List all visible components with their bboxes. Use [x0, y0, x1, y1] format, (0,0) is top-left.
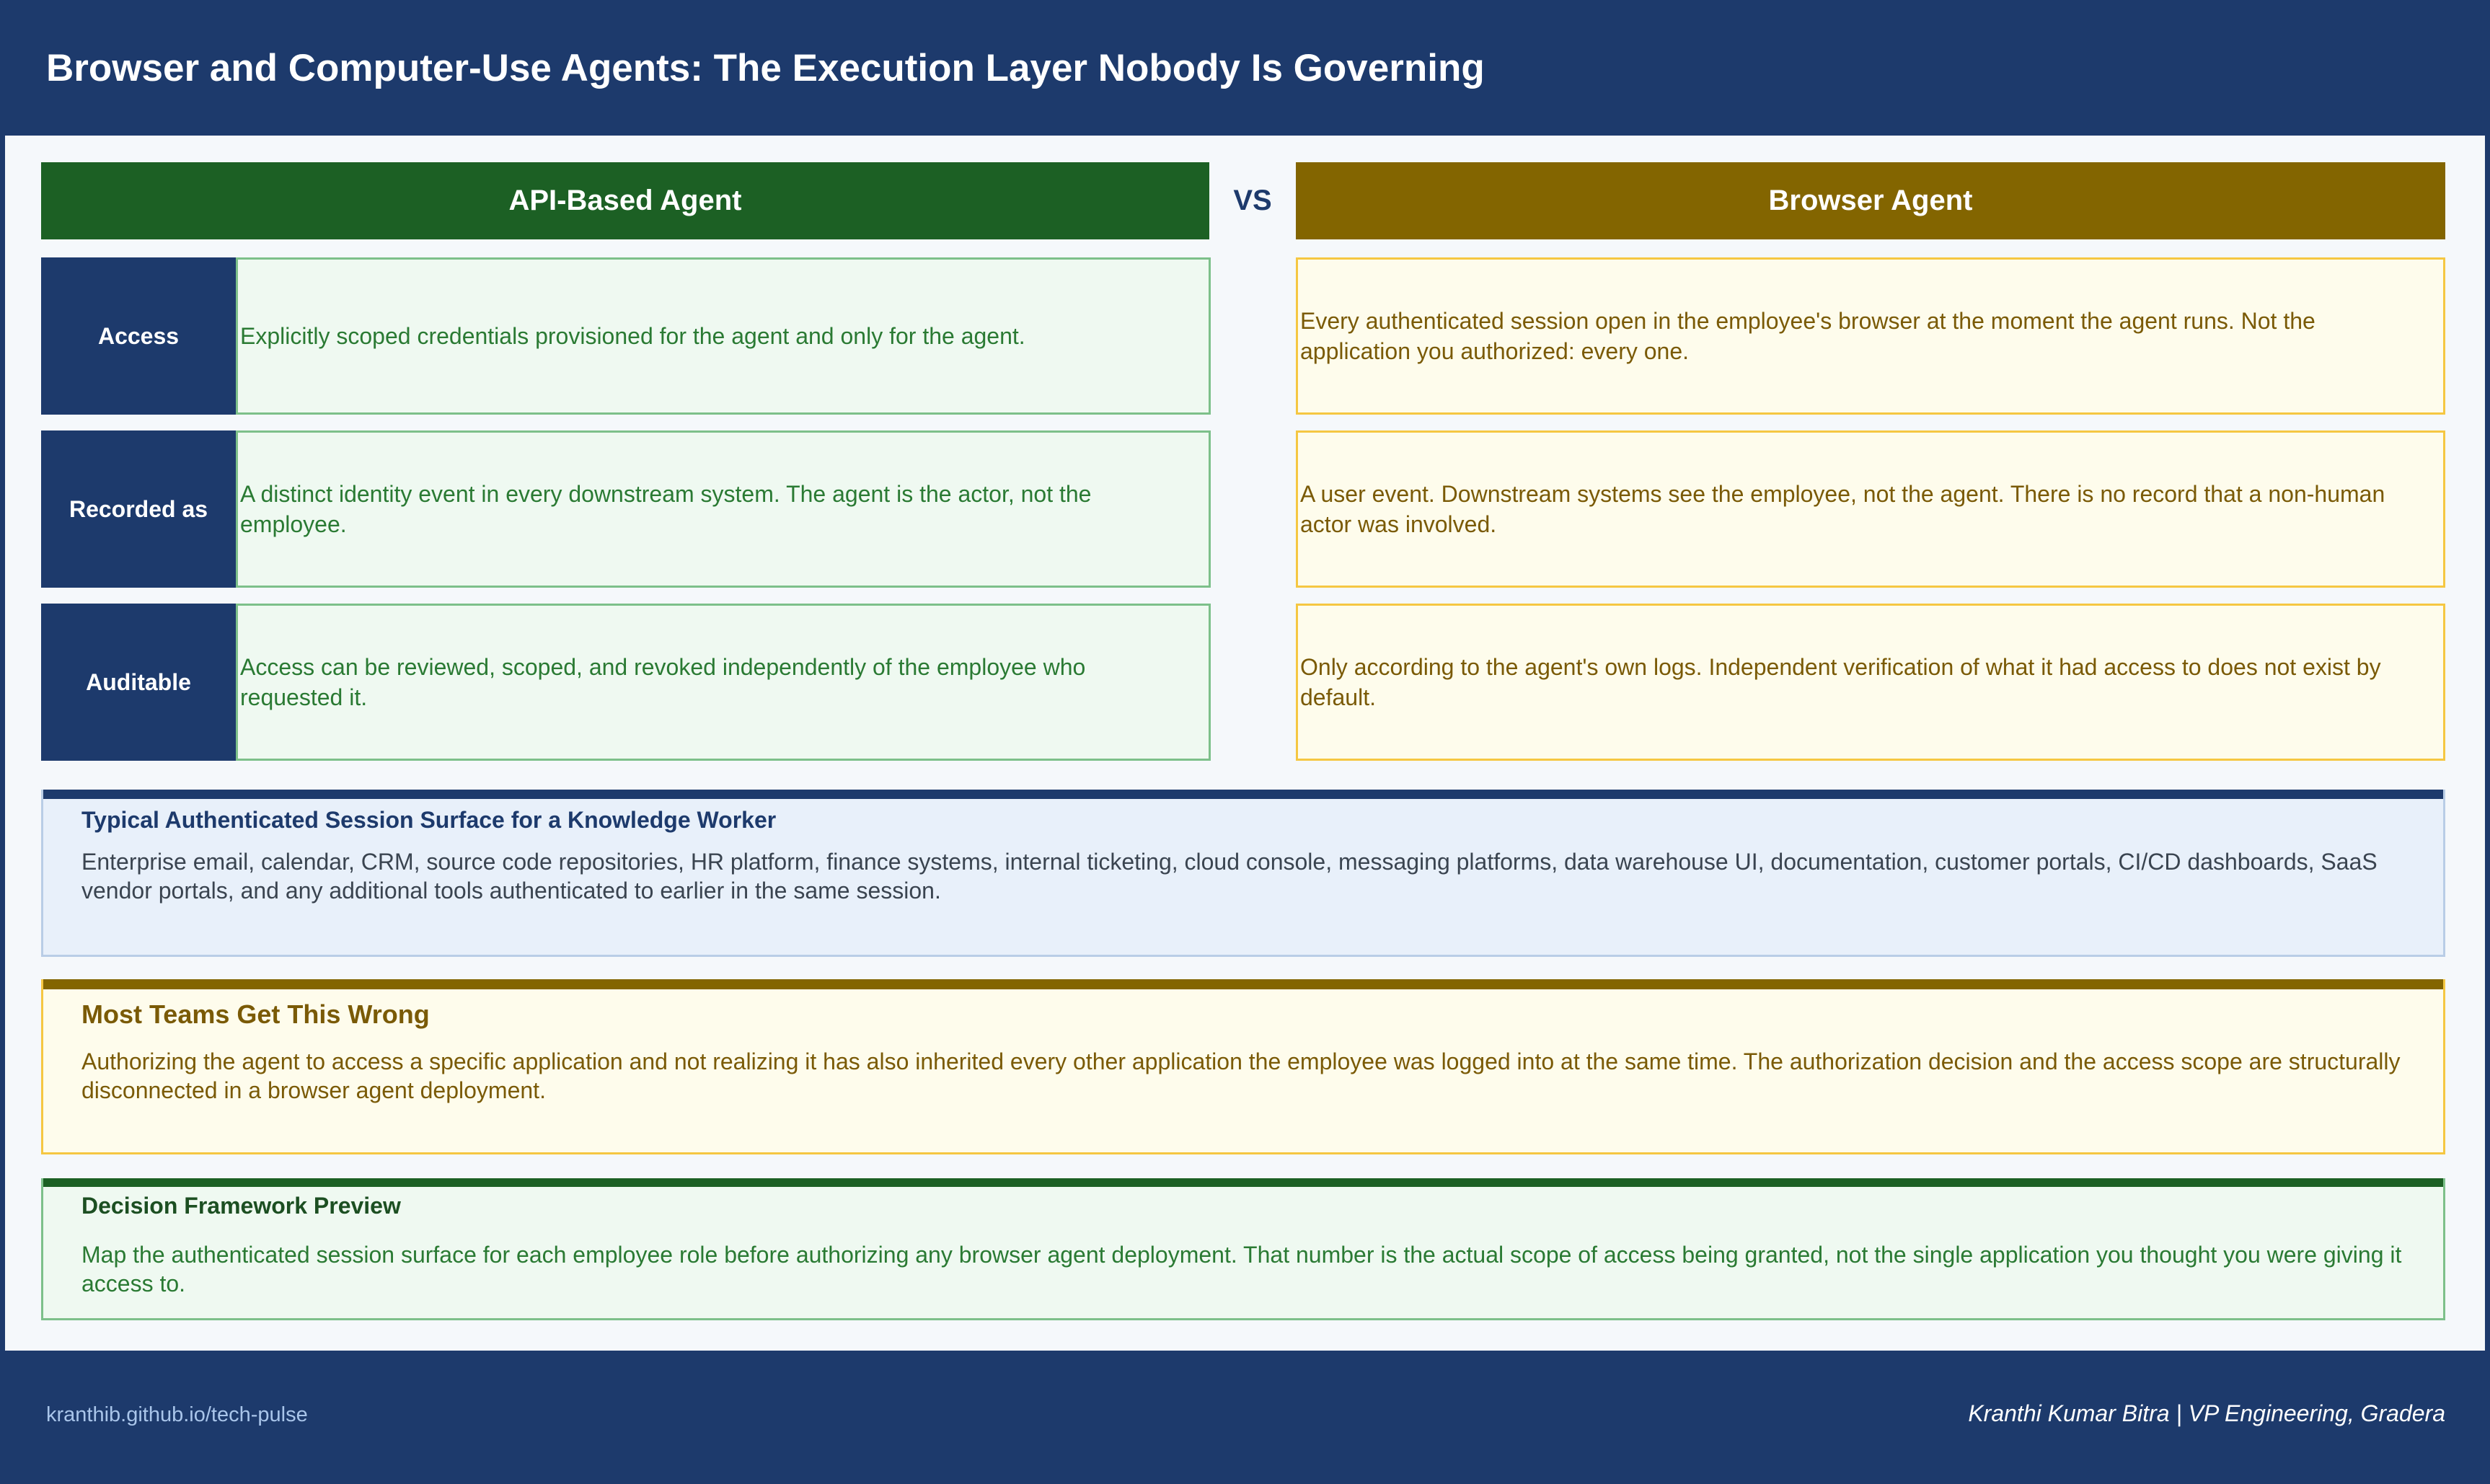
- browser-cell-text: A user event. Downstream systems see the employee, not the agent. There is no record that a non-human actor was involved.: [1300, 481, 2385, 537]
- browser-cell-text: Only according to the agent's own logs. Independent verification of what it had access to does not exist by default.: [1300, 654, 2381, 710]
- browser-cell-access: [1296, 257, 2445, 415]
- footer-author: Kranthi Kumar Bitra | VP Engineering, Gradera: [1968, 1400, 2445, 1426]
- api-cell-recorded-as: [236, 430, 1211, 588]
- session-surface-text: Enterprise email, calendar, CRM, source code repositories, HR platform, finance systems, internal ticketing, cloud console, messaging platforms, data warehouse UI, documentation, customer portals, CI/CD dashboards, SaaS vendor portals, and any additional tools authenticated to earlier in the same session.: [81, 849, 2378, 904]
- browser-cell-text: Every authenticated session open in the employee's browser at the moment the agent runs. Not the application you authorized: every one.: [1300, 308, 2315, 364]
- api-cell-auditable: [236, 604, 1211, 761]
- common-mistake-title: Most Teams Get This Wrong: [81, 999, 430, 1029]
- api-cell-text: Explicitly scoped credentials provisioned for the agent and only for the agent.: [240, 323, 1025, 349]
- page-title: Browser and Computer-Use Agents: The Execution Layer Nobody Is Governing: [46, 47, 1485, 89]
- header-bar: [0, 0, 2490, 136]
- session-surface-box: [41, 790, 2445, 957]
- box-accent-bar: [43, 790, 2443, 799]
- decision-framework-text: Map the authenticated session surface for each employee role before authorizing any browser agent deployment. That number is the actual scope of access being granted, not the single application you thought you were giving it access to.: [81, 1242, 2402, 1297]
- decision-framework-box: [41, 1178, 2445, 1320]
- row-label-access: Access: [41, 257, 236, 415]
- api-cell-access: [236, 257, 1211, 415]
- browser-agent-header: Browser Agent: [1296, 162, 2445, 239]
- api-cell-text: Access can be reviewed, scoped, and revoked independently of the employee who requested it.: [240, 654, 1086, 710]
- common-mistake-box: [41, 979, 2445, 1154]
- box-accent-bar: [43, 979, 2443, 989]
- footer-url: kranthib.github.io/tech-pulse: [46, 1403, 308, 1426]
- row-label-auditable: Auditable: [41, 604, 236, 761]
- row-label-recorded-as: Recorded as: [41, 430, 236, 588]
- api-cell-text: A distinct identity event in every downstream system. The agent is the actor, not the employee.: [240, 481, 1092, 537]
- common-mistake-text: Authorizing the agent to access a specific application and not realizing it has also inherited every other application the employee was logged into at the same time. The authorization decision and the access scope are structurally disconnected in a browser agent deployment.: [81, 1048, 2401, 1103]
- api-agent-header: API-Based Agent: [41, 162, 1209, 239]
- session-surface-title: Typical Authenticated Session Surface for a Knowledge Worker: [81, 807, 777, 833]
- box-accent-bar: [43, 1178, 2443, 1187]
- browser-cell-auditable: [1296, 604, 2445, 761]
- decision-framework-title: Decision Framework Preview: [81, 1193, 401, 1219]
- vs-label: VS: [1233, 185, 1272, 216]
- browser-cell-recorded-as: [1296, 430, 2445, 588]
